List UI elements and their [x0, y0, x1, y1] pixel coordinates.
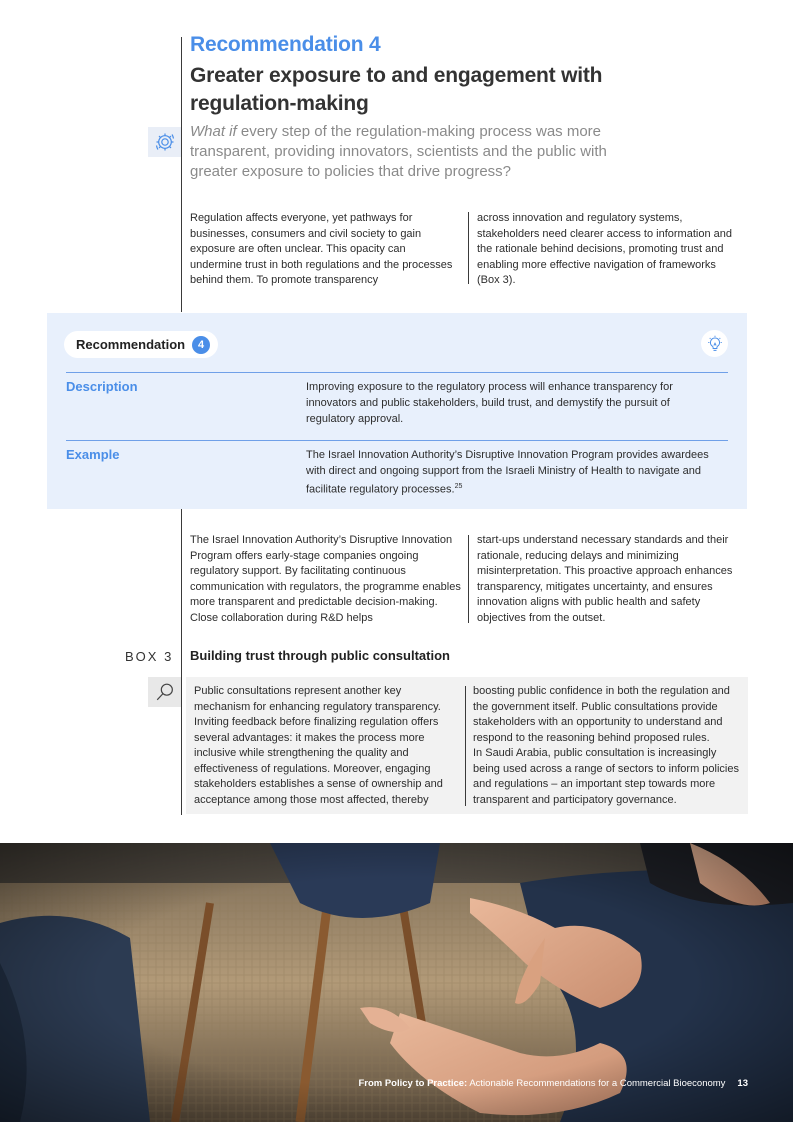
gear-icon: [148, 127, 181, 157]
description-label: Description: [66, 379, 138, 394]
box-column-2-para-2: In Saudi Arabia, public consultation is increasingly being used across a range of sectors to inform policies and regulations – an important step towards more transparent and participatory governance.: [473, 747, 739, 806]
box-column-2: [473, 684, 741, 808]
what-if-statement: [190, 122, 645, 182]
panel-rule-1: [66, 372, 728, 373]
recommendation-pill: [64, 331, 218, 358]
recommendation-label: Recommendation 4: [190, 33, 381, 56]
page-footer: [358, 1078, 748, 1089]
column-divider: [468, 212, 469, 284]
box-column-2-para-1: boosting public confidence in both the regulation and the government itself. Public consultations provide stakeholders with an opportunity to understand and respond to the reasoning behind proposed rules.: [473, 685, 730, 744]
pill-number: 4: [192, 336, 210, 354]
box-column-1: Public consultations represent another key mechanism for enhancing regulatory transparency. Inviting feedback before finalizing regulation offers several advantages: it makes the process more inclusive while strengthening the quality and effectiveness of regulations. Moreover, engaging stakeholders establishes a sense of ownership and acceptance among those most affected, thereby: [194, 685, 443, 806]
page-number: 13: [737, 1078, 748, 1089]
example-body: The Israel Innovation Authority’s Disruptive Innovation Program provides awardees with direct and ongoing support from the Israeli Ministry of Health to navigate and facilitate regulatory processes.: [306, 449, 709, 496]
page-title: Greater exposure to and engagement with regulation-making: [190, 64, 603, 115]
what-if-text: every step of the regulation-making process was more transparent, providing innovators, scientists and the public with greater exposure to policies that drive progress?: [190, 123, 607, 180]
example-label: Example: [66, 447, 120, 462]
column-divider: [468, 535, 469, 623]
intro-column-2: across innovation and regulatory systems, stakeholders need clearer access to information and the rationale behind decisions, promoting trust and enabling more effective navigation of frameworks (Box 3).: [477, 212, 732, 286]
footer-title: Actionable Recommendations for a Commercial Bioeconomy: [467, 1078, 726, 1089]
body-column-1: The Israel Innovation Authority’s Disruptive Innovation Program offers early-stage companies ongoing regulatory support. By facilitating continuous communication with regulators, the programme enables more transparent and predictable decision-making. Close collaboration during R&D helps: [190, 534, 461, 624]
example-text: [306, 447, 731, 498]
box-title: Building trust through public consultation: [190, 648, 450, 663]
footnote-ref[interactable]: 25: [454, 483, 463, 490]
left-rule-top: [181, 37, 182, 312]
body-column-2: start-ups understand necessary standards and their rationale, reducing delays and minimizing misinterpretation. This proactive approach enhances transparency, mitigates uncertainty, and ensures innovation aligns with public health and safety objectives from the outset.: [477, 534, 733, 624]
lightbulb-icon: [701, 330, 728, 357]
pill-label: Recommendation: [76, 337, 186, 352]
column-divider: [465, 686, 466, 806]
box-label: BOX 3: [125, 649, 174, 664]
left-rule-bottom: [181, 509, 182, 815]
magnifier-icon: [148, 677, 181, 707]
description-text: Improving exposure to the regulatory process will enhance transparency for innovators and public stakeholders, build trust, and demystify the pursuit of regulatory approval.: [306, 381, 673, 425]
what-if-lead: What if: [190, 123, 237, 140]
footer-bold: From Policy to Practice:: [358, 1078, 468, 1089]
intro-column-1: Regulation affects everyone, yet pathways for businesses, consumers and civil society to gain exposure are often unclear. This opacity can undermine trust in both regulations and the processes behind them. To promote transparency: [190, 212, 453, 286]
panel-rule-2: [66, 440, 728, 441]
